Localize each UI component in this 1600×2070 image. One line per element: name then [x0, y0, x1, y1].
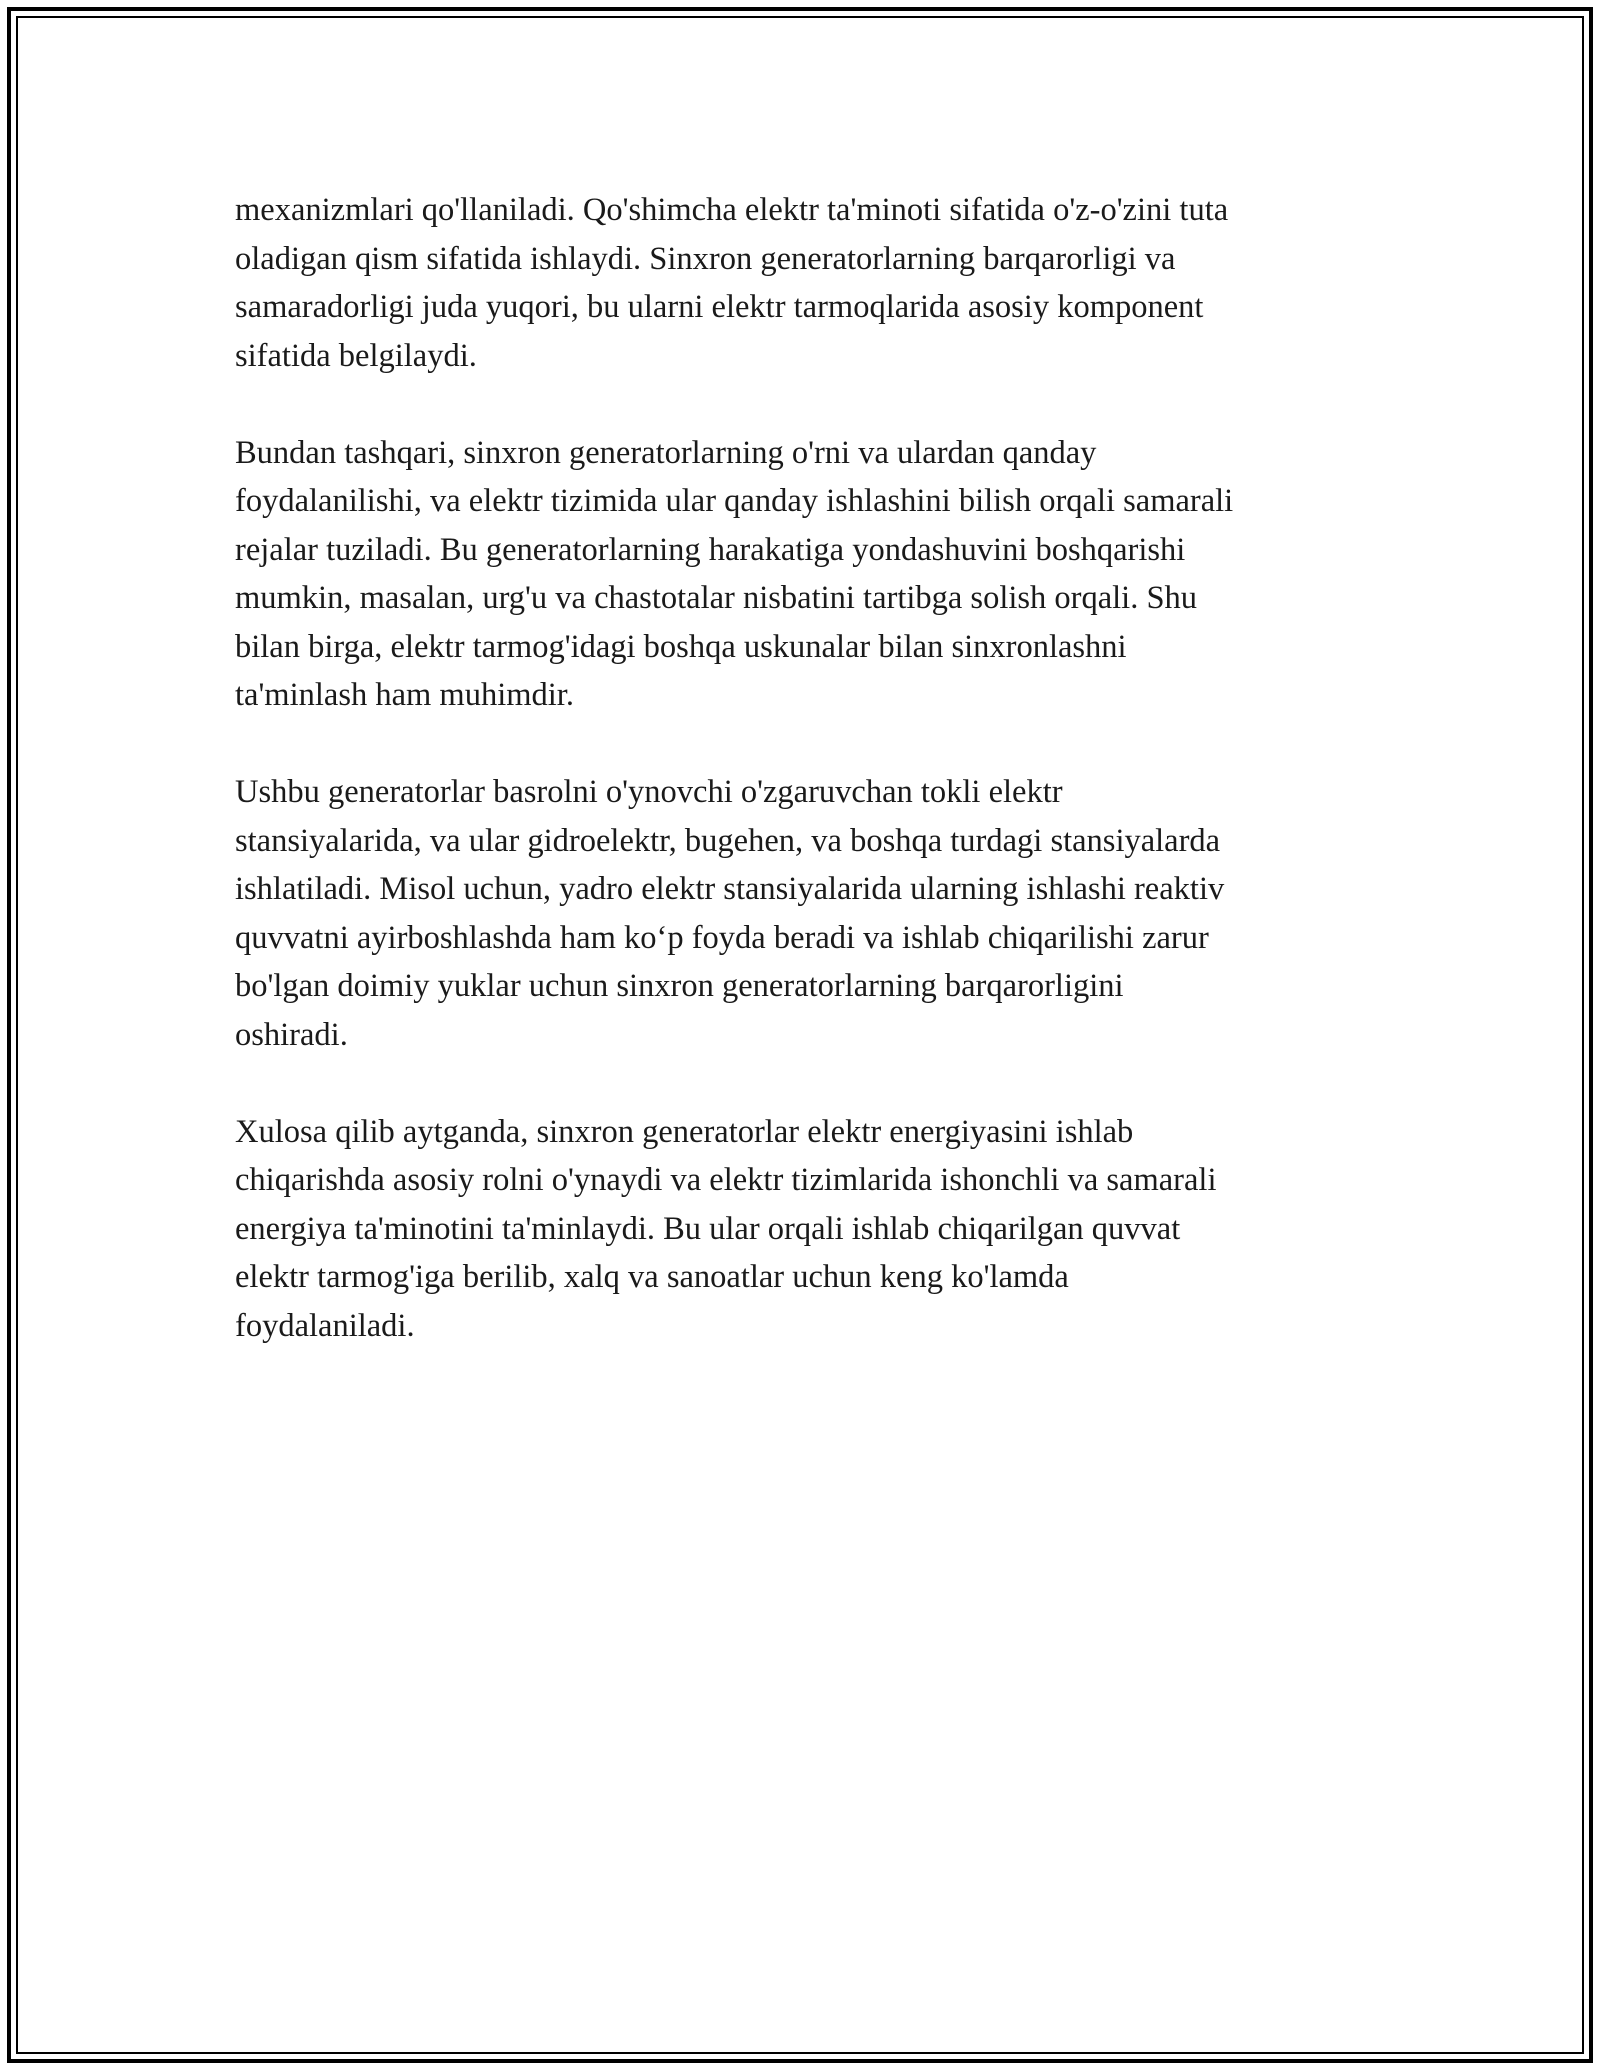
- text-line: Ushbu generatorlar basrolni o'ynovchi o'zgaruvchan tokli elektr: [235, 774, 1063, 810]
- text-line: bilan birga, elektr tarmog'idagi boshqa uskunalar bilan sinxronlashni: [235, 628, 1127, 665]
- text-line: oladigan qism sifatida ishlaydi. Sinxron generatorlarning barqarorligi va: [235, 240, 1176, 277]
- text-line: chiqarishda asosiy rolni o'ynaydi va elektr tizimlarida ishonchli va samarali: [235, 1162, 1217, 1198]
- text-line: elektr tarmog'iga berilib, xalq va sanoatlar uchun keng ko'lamda: [235, 1259, 1069, 1295]
- paragraph-1: [235, 186, 1375, 380]
- text-line: mexanizmlari qo'llaniladi. Qo'shimcha elektr ta'minoti sifatida o'z-o'zini tuta: [235, 192, 1229, 228]
- text-line: ishlatiladi. Misol uchun, yadro elektr stansiyalarida ularning ishlashi reaktiv: [235, 871, 1225, 907]
- text-line: quvvatni ayirboshlashda ham ko‘p foyda beradi va ishlab chiqarilishi zarur: [235, 919, 1209, 956]
- document-body: [235, 186, 1375, 1350]
- text-line: energiya ta'minotini ta'minlaydi. Bu ular orqali ishlab chiqarilgan quvvat: [235, 1210, 1181, 1247]
- text-line: stansiyalarida, va ular gidroelektr, bugehen, va boshqa turdagi stansiyalarda: [235, 822, 1221, 859]
- text-line: rejalar tuziladi. Bu generatorlarning harakatiga yondashuvini boshqarishi: [235, 531, 1186, 568]
- text-line: ta'minlash ham muhimdir.: [235, 677, 574, 713]
- text-line: oshiradi.: [235, 1016, 348, 1053]
- text-line: mumkin, masalan, urg'u va chastotalar nisbatini tartibga solish orqali. Shu: [235, 580, 1198, 616]
- paragraph-2: [235, 429, 1375, 720]
- text-line: foydalanilishi, va elektr tizimida ular qanday ishlashini bilish orqali samarali: [235, 483, 1234, 519]
- text-line: Xulosa qilib aytganda, sinxron generatorlar elektr energiyasini ishlab: [235, 1113, 1134, 1150]
- text-line: samaradorligi juda yuqori, bu ularni elektr tarmoqlarida asosiy komponent: [235, 289, 1204, 325]
- paragraph-4: [235, 1108, 1375, 1351]
- text-line: foydalaniladi.: [235, 1307, 415, 1344]
- text-line: sifatida belgilaydi.: [235, 337, 477, 374]
- text-line: bo'lgan doimiy yuklar uchun sinxron generatorlarning barqarorligini: [235, 968, 1124, 1004]
- text-line: Bundan tashqari, sinxron generatorlarning o'rni va ulardan qanday: [235, 434, 1097, 471]
- paragraph-3: [235, 768, 1375, 1059]
